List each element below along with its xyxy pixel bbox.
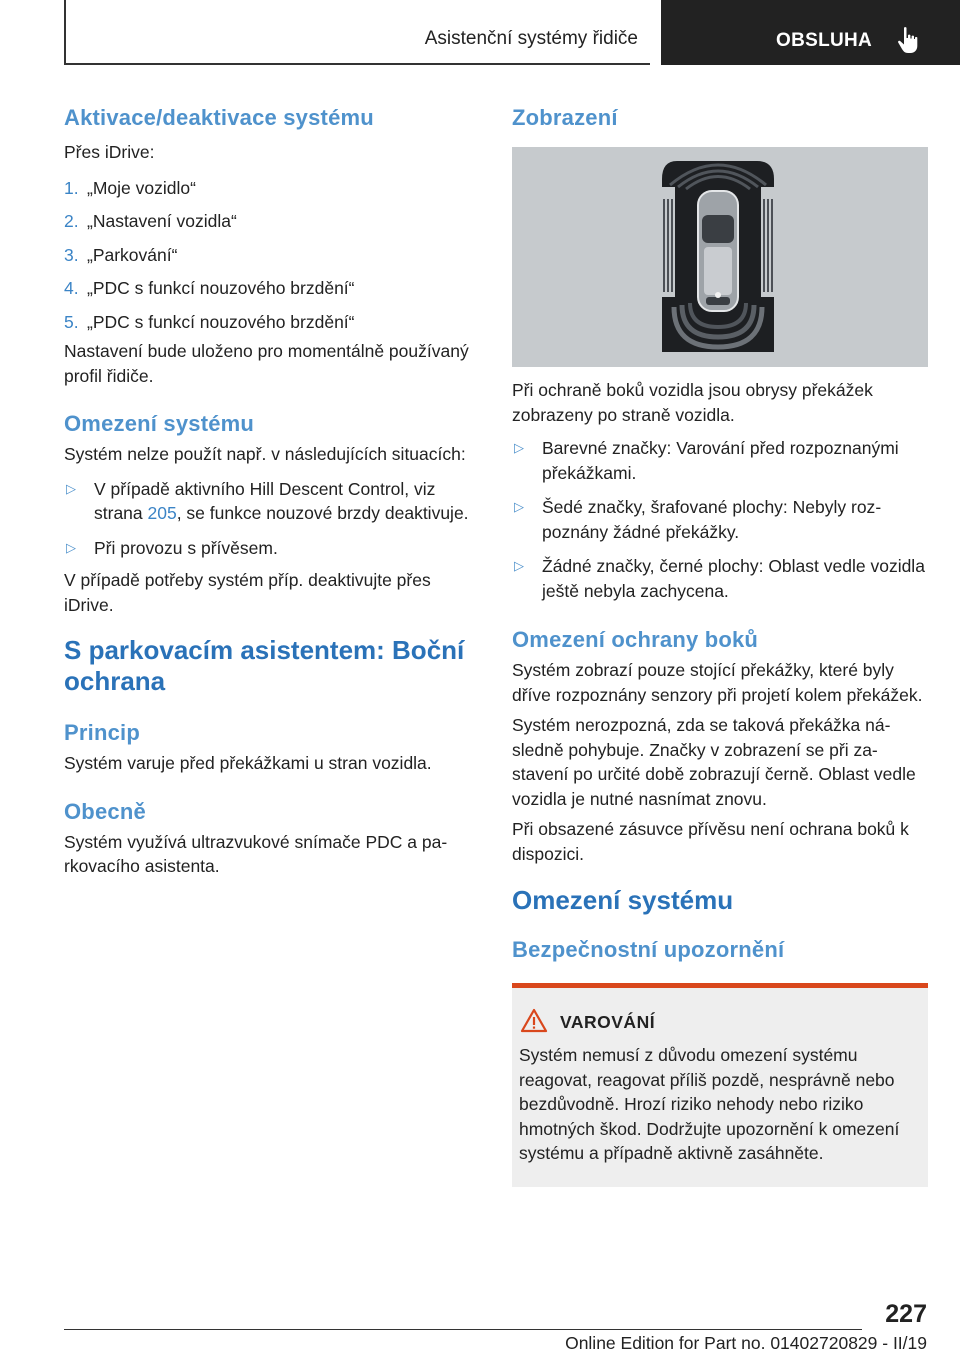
via-idrive-text: Přes iDrive: [64, 142, 155, 162]
triangle-bullet-icon: ▷ [66, 480, 76, 496]
bullet-text: Barevné značky: Varování před rozpoznanými překážkami. [542, 438, 899, 483]
heading-general: Obecně [64, 798, 146, 824]
step-text: „Moje vozidlo“ [87, 177, 196, 198]
warning-box [512, 983, 928, 1187]
footer-rule [64, 1329, 862, 1330]
display-intro-text: Při ochraně boků vozidla jsou obrysy překážek zobrazeny po straně vozidla. [512, 380, 873, 425]
page-link[interactable]: 205 [147, 503, 177, 523]
header-bottom-rule [64, 63, 650, 65]
heading-side-protection: S parkovacím asistentem: Boční ochrana [64, 635, 465, 696]
heading-activation: Aktivace/deaktivace systému [64, 105, 374, 130]
list-item [64, 477, 476, 526]
right-column [512, 103, 928, 1187]
list-item [64, 276, 476, 301]
warning-text: Systém nemusí z důvodu omezení systému reagovat, reagovat příliš pozdě, nesprávně nebo bezdůvodně. Hrozí riziko nehody nebo riziko hmotných škod. Dodržujte upozornění k omezení systému a případně aktivně zasáhněte. [519, 1045, 900, 1163]
deactivate-text: V případě potřeby systém příp. deaktivujte přes iDrive. [64, 570, 431, 615]
header-tab-label: OBSLUHA [776, 30, 873, 51]
footer-edition-text: Online Edition for Part no. 01402720829 - II/19 [565, 1333, 927, 1353]
list-item [512, 554, 928, 603]
settings-saved-text: Nastavení bude uloženo pro momentálně používaný profil řidiče. [64, 341, 469, 386]
general-text: Systém využívá ultrazvukové snímače PDC a parkovacího asistenta. [64, 831, 448, 876]
step-text: „Nastavení vozidla“ [87, 211, 237, 231]
limits-list [64, 477, 476, 561]
triangle-bullet-icon: ▷ [66, 539, 76, 555]
step-text: „Parkování“ [87, 244, 178, 265]
step-text: „PDC s funkcí nouzového brzdění“ [87, 278, 355, 298]
bullet-text: Při provozu s přívěsem. [94, 537, 278, 558]
side-limits-text-3: Při obsazené zásuvce přívěsu není ochrana boků k dispozici. [512, 819, 909, 864]
bullet-text: Šedé značky, šrafované plochy: Nebyly rozpoznány žádné překážky. [542, 497, 882, 542]
step-number: 2. [64, 211, 79, 231]
heading-system-limits: Omezení systému [64, 411, 255, 436]
heading-system-limits-right: Omezení systému [512, 885, 734, 915]
side-protection-display-image [512, 147, 928, 367]
list-item [64, 310, 476, 335]
step-number: 5. [64, 311, 79, 332]
list-item [512, 495, 928, 544]
limits-intro-text: Systém nelze použít např. v následujících situacích: [64, 444, 466, 464]
header-left-rule [64, 0, 66, 64]
list-item [64, 176, 476, 201]
display-markers-list [512, 436, 928, 603]
page-number: 227 [885, 1300, 927, 1328]
activation-steps-list [64, 176, 476, 335]
bullet-text: Žádné značky, černé plochy: Oblast vedle vozidla ještě nebyla zachycena. [542, 556, 925, 601]
step-number: 4. [64, 278, 79, 298]
heading-safety-notes: Bezpečnostní upozornění [512, 937, 785, 962]
list-item [64, 536, 476, 561]
triangle-bullet-icon: ▷ [514, 558, 524, 573]
warning-triangle-icon [520, 1008, 548, 1033]
warning-title: VAROVÁNÍ [560, 1012, 656, 1032]
vehicle-top-view-icon [512, 147, 928, 367]
list-item [64, 243, 476, 268]
heading-side-limits: Omezení ochrany boků [512, 627, 759, 652]
triangle-bullet-icon: ▷ [514, 440, 524, 455]
step-number: 3. [64, 244, 79, 265]
bullet-text: V případě aktivního Hill Descent Control, viz strana [94, 478, 436, 523]
bullet-text: , se funkce nouzové brzdy deaktivuje. [176, 503, 469, 523]
heading-display: Zobrazení [512, 105, 618, 130]
header-section-title: Asistenční systémy řidiče [424, 28, 638, 49]
header-chapter-tab[interactable] [661, 0, 960, 65]
heading-principle: Princip [64, 720, 140, 745]
step-number: 1. [64, 177, 79, 198]
hand-pointer-icon [897, 26, 919, 54]
side-limits-text-2: Systém nerozpozná, zda se taková překážka následně pohybuje. Značky v zobrazení se při zastavení po určité době zobrazují černě. Oblast vedle vozidla je nutné nasnímat znovu. [512, 715, 916, 809]
list-item [512, 436, 928, 485]
side-limits-text-1: Systém zobrazí pouze stojící překážky, které byly dříve rozpoznány senzory při projetí kolem překážek. [512, 660, 923, 705]
principle-text: Systém varuje před překážkami u stran vozidla. [64, 753, 432, 773]
step-text: „PDC s funkcí nouzového brzdění“ [87, 311, 355, 332]
list-item [64, 209, 476, 234]
triangle-bullet-icon: ▷ [514, 499, 524, 514]
left-column [64, 103, 476, 879]
